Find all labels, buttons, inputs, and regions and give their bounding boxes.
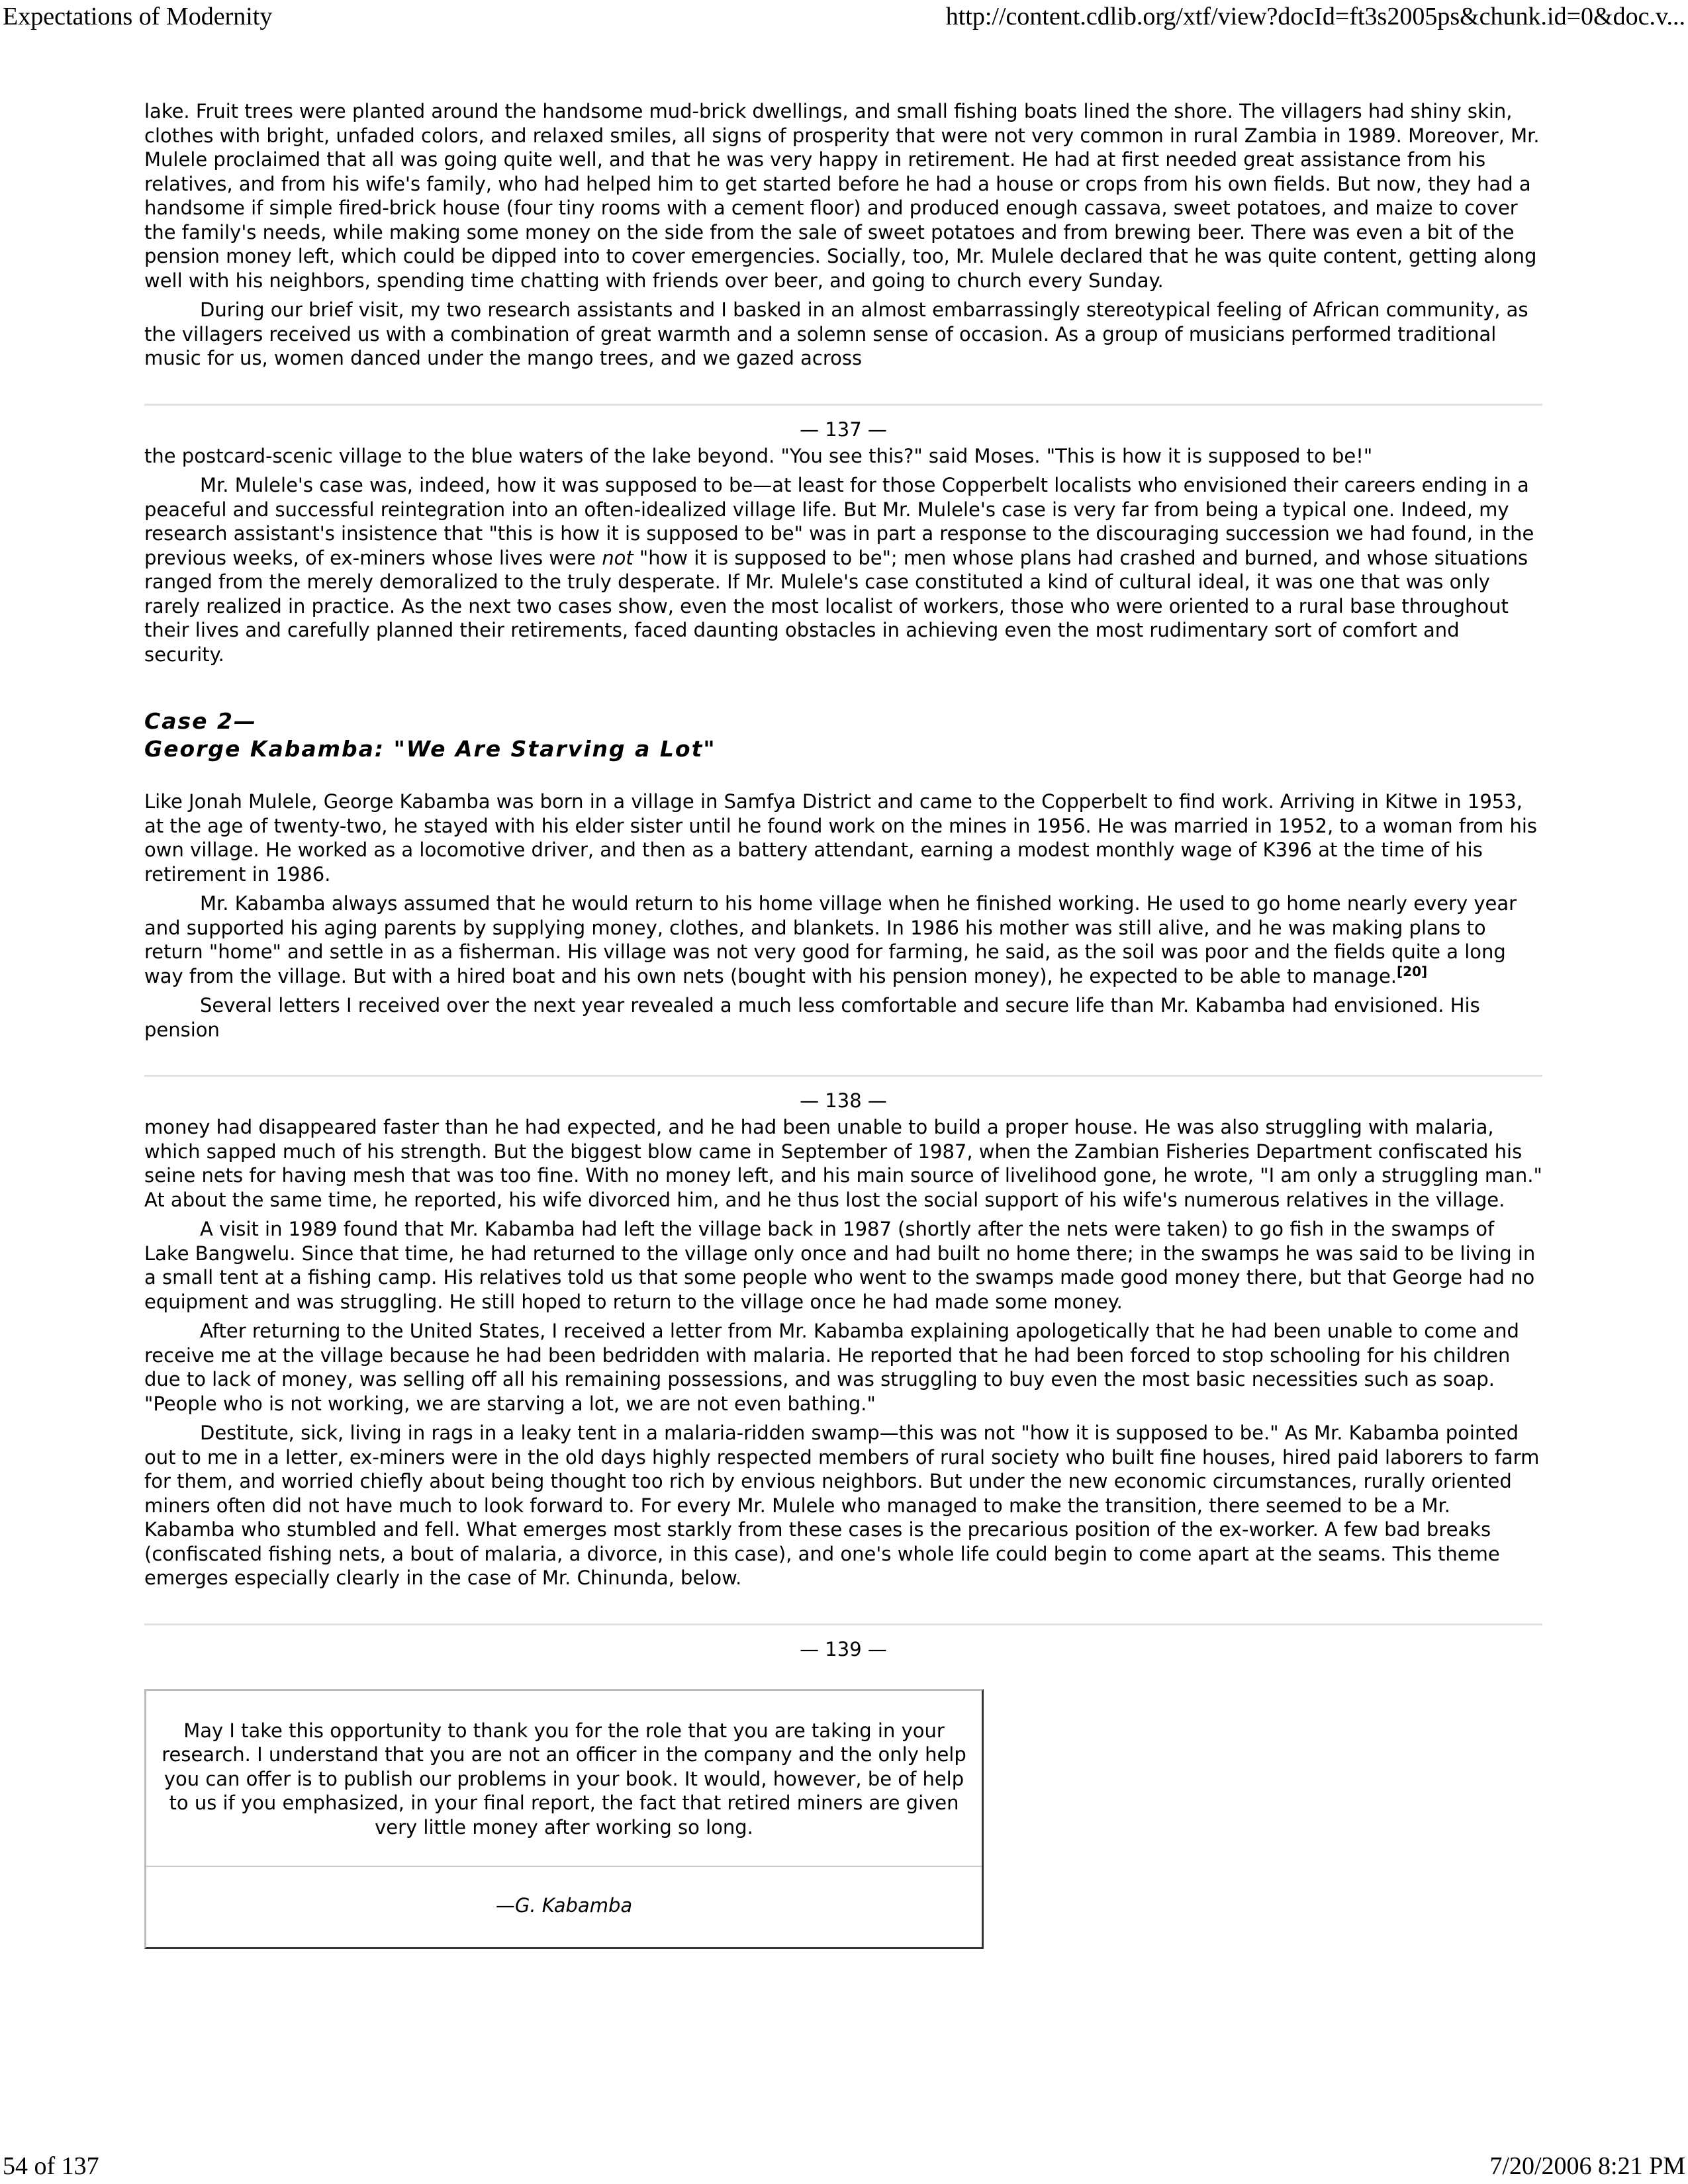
- paragraph: money had disappeared faster than he had expected, and he had been unable to build a proper house. He was also struggling with malaria, which sapped much of his strength. But the biggest blow came in September of 1987, when the Zambian Fisheries Department confiscated his seine nets for having mesh that was too fine. With no money left, and his main source of livelihood gone, he wrote, "I am only a struggling man." At about the same time, he reported, his wife divorced him, and he thus lost the social support of his wife's numerous relatives in the village.: [144, 1116, 1542, 1211]
- epigraph-attribution: —G. Kabamba: [495, 1894, 633, 1917]
- paragraph: After returning to the United States, I received a letter from Mr. Kabamba explaining apologetically that he had been unable to come and receive me at the village because he had been bedridden with malaria. He reported that he had been forced to stop schooling for his children due to lack of money, was selling off all his remaining possessions, and was struggling to buy even the most basic necessities such as soap. "People who is not working, we are starving a lot, we are not even bathing.": [144, 1320, 1519, 1415]
- document-url: http://content.cdlib.org/xtf/view?docId=ft3s2005ps&chunk.id=0&doc.v...: [945, 3, 1685, 30]
- paragraph: [144, 473, 1542, 666]
- case-heading-title: George Kabamba: "We Are Starving a Lot": [144, 736, 716, 762]
- paragraph-text: Mr. Mulele's case was, indeed, how it was supposed to be—at least for those Copperbelt localists who envisioned their careers ending in a peaceful and successful reintegration into an often-idealized village life. But Mr. Mulele's case is very far from being a typical one. Indeed, my research assistant's insistence that "this is how it is supposed to be" was in part a response to the discouraging succession we had found, in the previous weeks, of ex-miners whose lives were: [144, 474, 1534, 569]
- page-number-137: — 137 —: [144, 404, 1542, 441]
- paragraph-text: "how it is supposed to be"; men whose plans had crashed and burned, and whose situations ranged from the merely demoralized to the truly desperate. If Mr. Mulele's case constituted a kind of cultural ideal, it was one that was only rarely realized in practice. As the next two cases show, even the most localist of workers, those who were oriented to a rural base throughout their lives and carefully planned their retirements, faced daunting obstacles in achieving even the most rudimentary sort of comfort and security.: [144, 546, 1528, 666]
- paragraph: Destitute, sick, living in rags in a leaky tent in a malaria-ridden swamp—this was not "how it is supposed to be." As Mr. Kabamba pointed out to me in a letter, ex-miners were in the old days highly respected members of rural society who built fine houses, hired paid laborers to farm for them, and worried chiefly about being thought too rich by envious neighbors. But under the new economic circumstances, rurally oriented miners often did not have much to look forward to. For every Mr. Mulele who managed to make the transition, there seemed to be a Mr. Kabamba who stumbled and fell. What emerges most starkly from these cases is the precarious position of the ex-worker. A few bad breaks (confiscated fishing nets, a bout of malaria, a divorce, in this case), and one's whole life could begin to come apart at the seams. This theme emerges especially clearly in the case of Mr. Chinunda, below.: [144, 1422, 1540, 1589]
- paragraph-text: Mr. Kabamba always assumed that he would return to his home village when he finished working. He used to go home nearly every year and supported his aging parents by supplying money, clothes, and blankets. In 1986 his mother was still alive, and he was making plans to return "home" and settle in as a fisherman. His village was not very good for farming, he said, as the soil was poor and the fields quite a long way from the village. But with a hired boat and his own nets (bought with his pension money), he expected to be able to manage.: [144, 892, 1517, 987]
- paragraph: A visit in 1989 found that Mr. Kabamba had left the village back in 1987 (shortly after the nets were taken) to go fish in the swamps of Lake Bangwelu. Since that time, he had returned to the village only once and had built no home there; in the swamps he was said to be living in a small tent at a fishing camp. His relatives told us that some people who went to the swamps made good money there, but that George had no equipment and was struggling. He still hoped to return to the village once he had made some money.: [144, 1218, 1536, 1313]
- paragraph: lake. Fruit trees were planted around the handsome mud-brick dwellings, and small fishing boats lined the shore. The villagers had shiny skin, clothes with bright, unfaded colors, and relaxed smiles, all signs of prosperity that were not very common in rural Zambia in 1989. Moreover, Mr. Mulele proclaimed that all was going quite well, and that he was very happy in retirement. He had at first needed great assistance from his relatives, and from his wife's family, who had helped him to get started before he had a house or crops from his own fields. But now, they had a handsome if simple fired-brick house (four tiny rooms with a cement floor) and produced enough cassava, sweet potatoes, and maize to cover the family's needs, while making some money on the side from the sale of sweet potatoes and from brewing beer. There was even a bit of the pension money left, which could be dipped into to cover emergencies. Socially, too, Mr. Mulele declared that he was quite content, getting along well with his neighbors, spending time chatting with friends over beer, and going to church every Sunday.: [144, 100, 1540, 292]
- epigraph-text: May I take this opportunity to thank you for the role that you are taking in your research. I understand that you are not an officer in the company and the only help you can offer is to publish our problems in your book. It would, however, be of help to us if you emphasized, in your final report, the fact that retired miners are given very little money after working so long.: [146, 1691, 982, 1868]
- epigraph-box: [144, 1689, 984, 1949]
- document-title: Expectations of Modernity: [3, 3, 273, 30]
- paragraph: Several letters I received over the next year revealed a much less comfortable and secure life than Mr. Kabamba had envisioned. His pension: [144, 994, 1480, 1041]
- print-header: [0, 0, 1688, 33]
- case-heading: [144, 707, 1542, 763]
- paragraph: the postcard-scenic village to the blue waters of the lake beyond. "You see this?" said Moses. "This is how it is supposed to be!": [144, 444, 1373, 467]
- print-datetime: 7/20/2006 8:21 PM: [1489, 2152, 1685, 2180]
- case-heading-number: Case 2—: [144, 708, 257, 734]
- emphasis-text: not: [602, 546, 633, 569]
- page-count: 54 of 137: [3, 2152, 99, 2180]
- page-content: [144, 99, 1542, 1949]
- print-footer: [0, 2150, 1688, 2183]
- page-number-139: — 139 —: [144, 1623, 1542, 1661]
- paragraph: [144, 891, 1542, 988]
- footnote-link[interactable]: [20]: [1397, 963, 1428, 979]
- paragraph: During our brief visit, my two research assistants and I basked in an almost embarrassingly stereotypical feeling of African community, as the villagers received us with a combination of great warmth and a solemn sense of occasion. As a group of musicians performed traditional music for us, women danced under the mango trees, and we gazed across: [144, 298, 1528, 369]
- page-number-138: — 138 —: [144, 1075, 1542, 1113]
- paragraph: Like Jonah Mulele, George Kabamba was born in a village in Samfya District and came to the Copperbelt to find work. Arriving in Kitwe in 1953, at the age of twenty-two, he stayed with his elder sister until he found work on the mines in 1956. He was married in 1952, to a woman from his own village. He worked as a locomotive driver, and then as a battery attendant, earning a modest monthly wage of K396 at the time of his retirement in 1986.: [144, 790, 1538, 886]
